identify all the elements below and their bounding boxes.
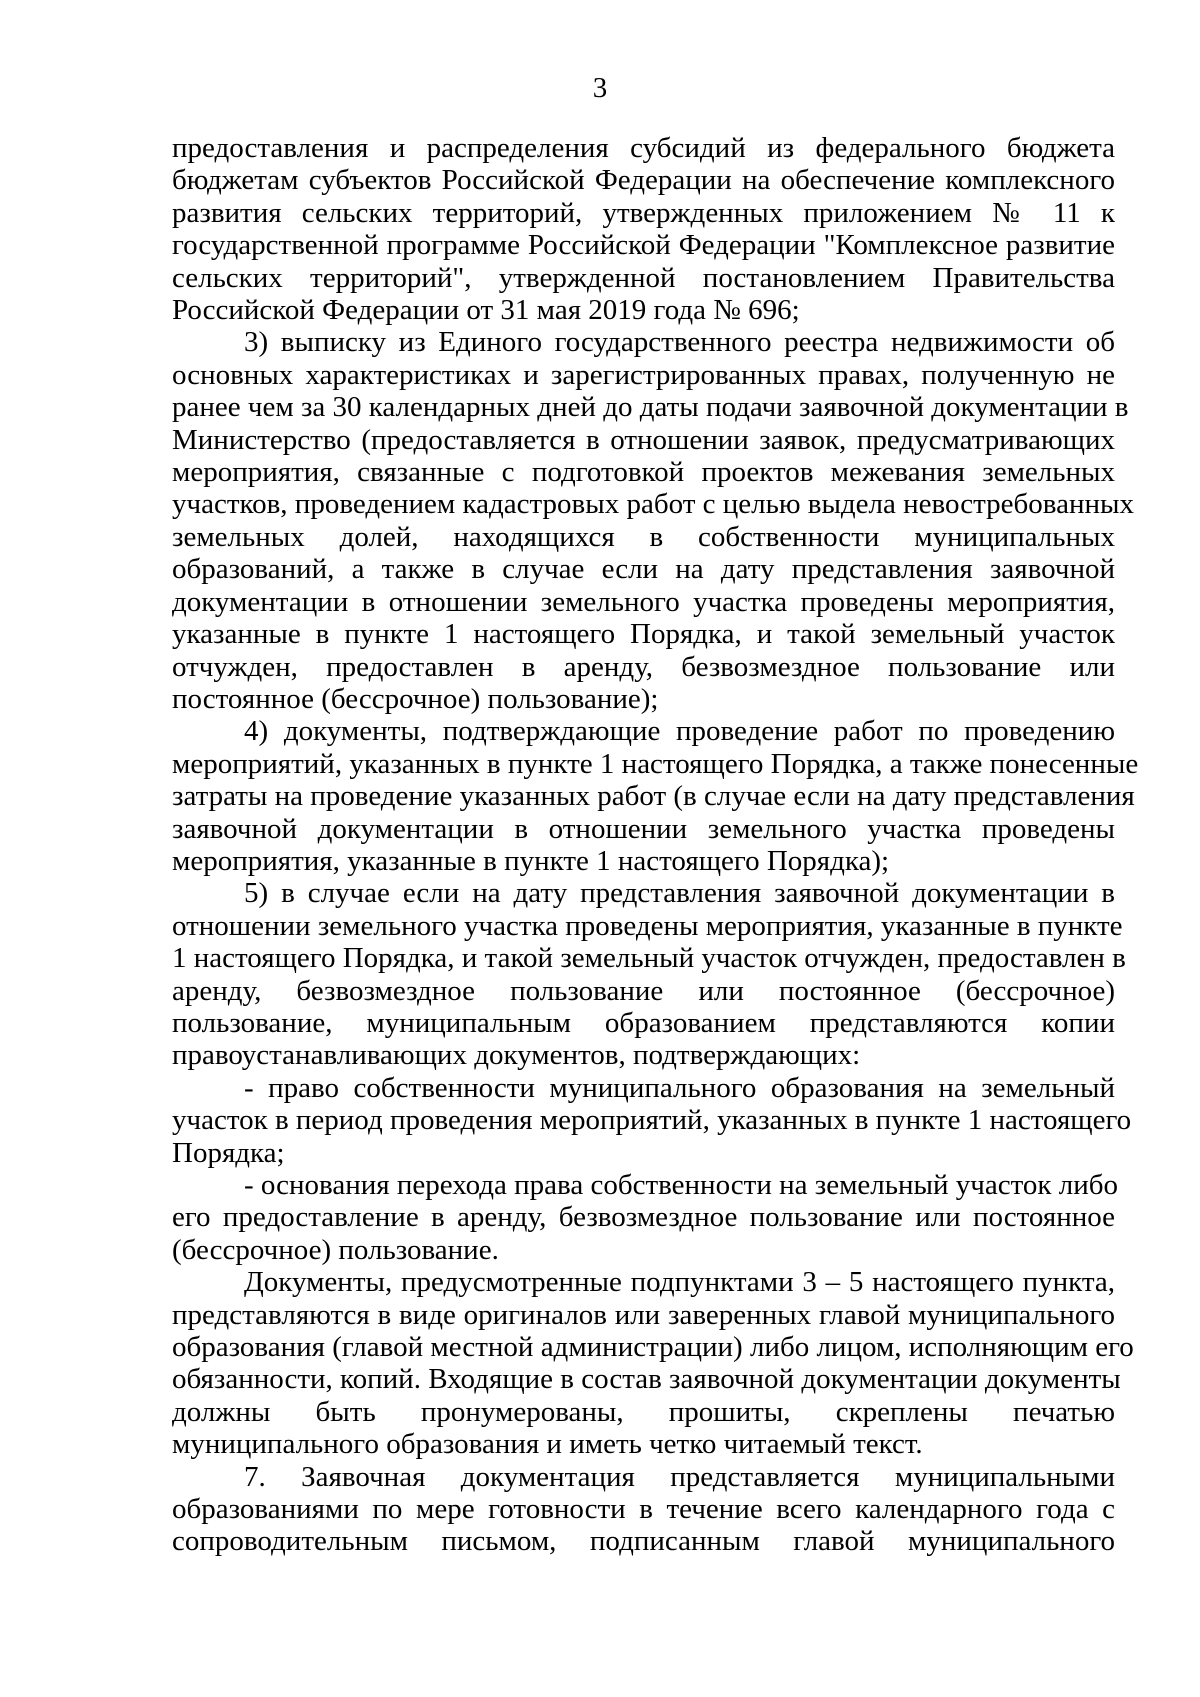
text-line: предоставления и распределения субсидий из федерального бюджета [172, 132, 1115, 164]
text-line: постоянное (бессрочное) пользование); [172, 682, 659, 715]
paragraph [172, 715, 1139, 877]
text-line: муниципального образования и иметь четко читаемый текст. [172, 1428, 923, 1461]
text-line: заявочной документации в отношении земельного участка проведены [172, 812, 1115, 845]
text-line: сопроводительным письмом, подписанным главой муниципального [172, 1525, 1115, 1558]
text-line: бюджетам субъектов Российской Федерации на обеспечение комплексного [172, 164, 1115, 197]
text-line: (бессрочное) пользование. [172, 1233, 499, 1266]
text-line: правоустанавливающих документов, подтверждающих: [172, 1039, 861, 1072]
text-line: Министерство (предоставляется в отношении заявок, предусматривающих [172, 423, 1115, 456]
text-line: обязанности, копий. Входящие в состав заявочной документации документы [172, 1363, 1121, 1396]
text-line: представляются в виде оригиналов или заверенных главой муниципального [172, 1298, 1115, 1331]
text-line: основных характеристиках и зарегистрированных правах, полученную не [172, 358, 1115, 391]
text-line: образованиями по мере готовности в течение всего календарного года с [172, 1493, 1115, 1526]
text-line: аренду, безвозмездное пользование или постоянное (бессрочное) [172, 974, 1115, 1007]
text-line: мероприятия, указанные в пункте 1 настоящего Порядка); [172, 844, 890, 877]
text-line: - право собственности муниципального образования на земельный [244, 1071, 1115, 1104]
document-body [172, 132, 1139, 1558]
paragraph [172, 132, 1115, 326]
text-line: 3) выписку из Единого государственного реестра недвижимости об [244, 326, 1115, 359]
text-line: документации в отношении земельного участка проведены мероприятия, [172, 585, 1115, 618]
text-line: 1 настоящего Порядка, и такой земельный участок отчужден, предоставлен в [172, 942, 1126, 975]
text-line: Российской Федерации от 31 мая 2019 года № 696; [172, 294, 800, 327]
text-line: затраты на проведение указанных работ (в случае если на дату представления [172, 780, 1135, 813]
text-line: земельных долей, находящихся в собственности муниципальных [172, 520, 1115, 553]
paragraph [172, 1266, 1134, 1461]
text-line: ранее чем за 30 календарных дней до даты подачи заявочной документации в [172, 391, 1129, 424]
text-line: отчужден, предоставлен в аренду, безвозмездное пользование или [172, 650, 1115, 683]
paragraph [172, 1461, 1115, 1558]
text-line: пользование, муниципальным образованием представляются копии [172, 1006, 1115, 1039]
text-line: указанные в пункте 1 настоящего Порядка, и такой земельный участок [172, 618, 1115, 651]
text-line: образования (главой местной администрации) либо лицом, исполняющим его [172, 1331, 1134, 1364]
text-line: Документы, предусмотренные подпунктами 3 – 5 настоящего пункта, [244, 1266, 1115, 1299]
paragraph [172, 1169, 1118, 1266]
text-line: мероприятий, указанных в пункте 1 настоящего Порядка, а также понесенные [172, 747, 1139, 780]
text-line: 7. Заявочная документация представляется муниципальными [244, 1460, 1115, 1493]
text-line: развития сельских территорий, утвержденных приложением № 11 к [172, 196, 1115, 229]
paragraph [172, 1071, 1132, 1169]
text-line: сельских территорий", утвержденной постановлением Правительства [172, 261, 1115, 294]
text-line: Порядка; [172, 1136, 285, 1169]
text-line: участок в период проведения мероприятий, указанных в пункте 1 настоящего [172, 1104, 1132, 1137]
text-line: мероприятия, связанные с подготовкой проектов межевания земельных [172, 456, 1115, 489]
text-line: должны быть пронумерованы, прошиты, скреплены печатью [172, 1395, 1115, 1428]
page-number: 3 [592, 72, 608, 104]
paragraph [172, 326, 1134, 715]
text-line: отношении земельного участка проведены мероприятия, указанные в пункте [172, 909, 1123, 942]
text-line: участков, проведением кадастровых работ с целью выдела невостребованных [172, 488, 1134, 521]
text-line: - основания перехода права собственности на земельный участок либо [244, 1169, 1118, 1201]
paragraph [172, 877, 1126, 1072]
text-line: его предоставление в аренду, безвозмездное пользование или постоянное [172, 1201, 1115, 1234]
text-line: государственной программе Российской Федерации "Комплексное развитие [172, 229, 1115, 262]
text-line: образований, а также в случае если на дату представления заявочной [172, 553, 1115, 586]
text-line: 5) в случае если на дату представления заявочной документации в [244, 877, 1115, 910]
text-line: 4) документы, подтверждающие проведение работ по проведению [244, 715, 1115, 748]
